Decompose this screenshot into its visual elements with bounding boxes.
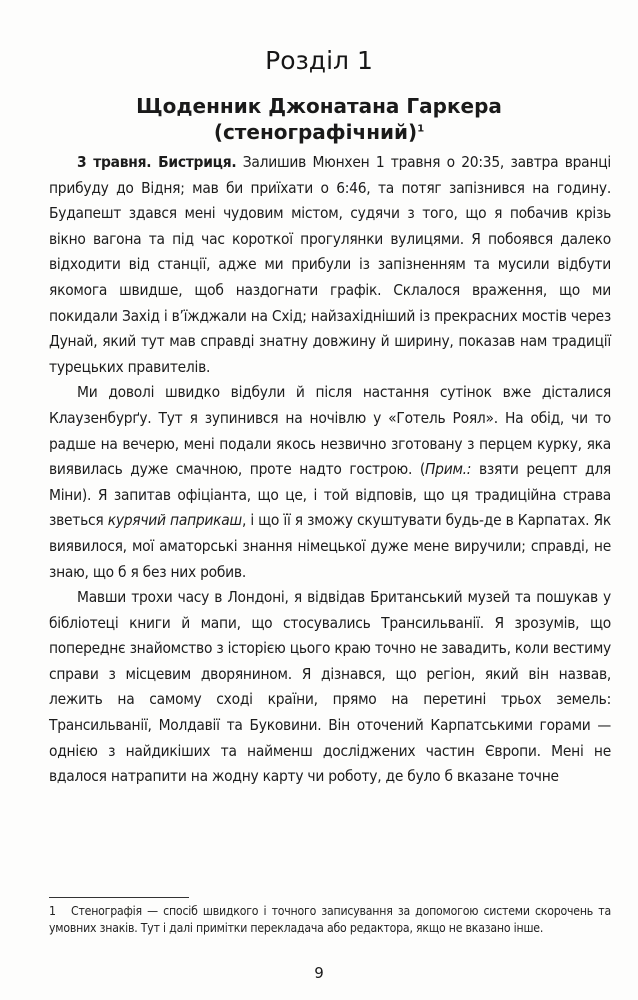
footnote	[49, 903, 611, 937]
paragraph-2-text-b: взяти рецепт для Міни). Я запитав офіціанта, що це, і той відповів, що ця традиційна страва зветься	[49, 460, 612, 530]
chapter-title: Розділ 1	[265, 46, 373, 75]
paragraph-1	[49, 150, 611, 380]
main-text	[49, 150, 611, 790]
paragraph-3: Мавши трохи часу в Лондоні, я відвідав Британський музей та пошукав у бібліотеці книги й мапи, що стосувались Трансильванії. Я зрозумів, що попереднє знайомство з історією цього краю точно не завадить, коли вестиму справи з місцевим дворянином. Я дізнався, що регіон, який він назвав, лежить на самому сході країни, прямо на перетині трьох земель: Трансильванії, Молдавії та Буковини. Він оточений Карпатськими горами — однією з найдикіших та найменш досліджених частин Європи. Мені не вдалося натрапити на жодну карту чи роботу, де було б вказане точне	[49, 588, 611, 786]
entry-date-heading: 3 травня. Бистриця.	[77, 153, 237, 171]
paragraph-1-text: Залишив Мюнхен 1 травня о 20:35, завтра вранці прибуду до Відня; мав би приїхати о 6:46, та потяг запізнився на годину. Будапешт здався мені чудовим містом, судячи з того, що я побачив крізь вікно вагона та під час короткої прогулянки вулицями. Я побоявся далеко відходити від станції, адже ми прибули із запізненням та мусили відбути якомога швидше, щоб наздогнати графік. Склалося враження, що ми покидали Захід і в’їжджали на Схід; найзахідніший із прекрасних мостів через Дунай, який тут мав справді знатну довжину й ширину, показав нам традиції турецьких правителів.	[49, 153, 611, 376]
footnote-text: Стенографія — спосіб швидкого і точного записування за допомогою системи скорочень та умовних знаків. Тут і далі примітки перекладача або редактора, якщо не вказано інше.	[49, 904, 611, 935]
paragraph-2-text-c: , і що її я зможу скуштувати будь-де в Карпатах. Як виявилося, мої аматорські знання німецької дуже мене виручили; справді, не знаю, що б я без них робив.	[49, 511, 611, 581]
dish-name: курячий паприкаш	[107, 511, 242, 530]
subtitle-line-2: (стенографічний)	[213, 120, 418, 144]
note-label: Прим.:	[425, 460, 472, 479]
footnote-number: 1	[49, 904, 56, 918]
paragraph-2-text-a: Ми доволі швидко відбули й після настання сутінок вже дісталися Клаузенбурґу. Тут я зупинився на ночівлю у «Готель Роял». На обід, чи то радше на вечерю, мені подали якось незвично зготовану з перцем курку, яка виявилась дуже смачною, проте надто гострою. (	[49, 383, 611, 479]
page-number: 9	[314, 964, 324, 982]
chapter-subtitle	[0, 93, 638, 145]
paragraph-2	[49, 380, 611, 585]
footnote-divider	[49, 897, 189, 898]
subtitle-line-1: Щоденник Джонатана Гаркера	[136, 94, 502, 118]
footnote-reference: 1	[417, 123, 425, 135]
